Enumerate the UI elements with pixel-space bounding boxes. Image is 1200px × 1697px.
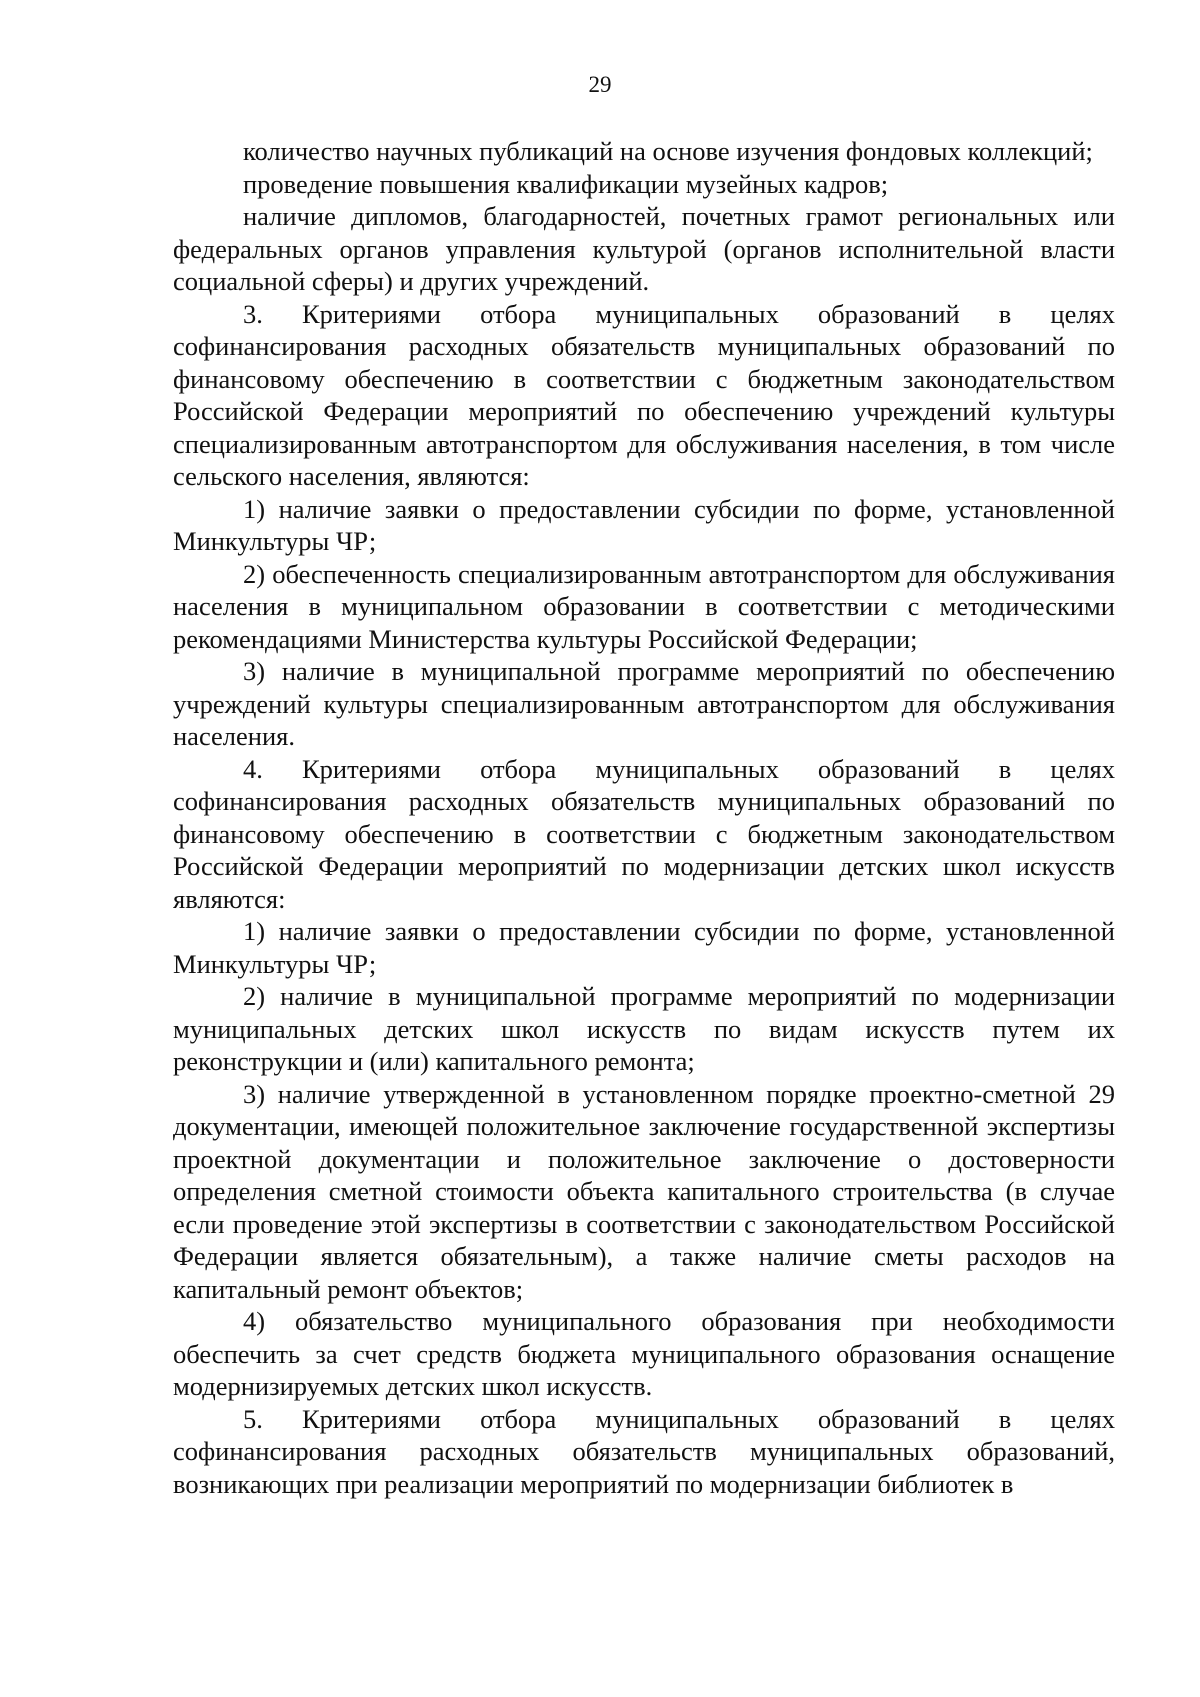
- paragraph-criteria-5: 5. Критериями отбора муниципальных образований в целях софинансирования расходных обязательств муниципальных образований, возникающих при реализации мероприятий по модернизации библиотек в: [173, 1403, 1115, 1499]
- paragraph-criteria-4-item-4: 4) обязательство муниципального образования при необходимости обеспечить за счет средств бюджета муниципального образования оснащение модернизируемых детских школ искусств.: [173, 1306, 1115, 1401]
- paragraph-criteria-3-item-1: 1) наличие заявки о предоставлении субсидии по форме, установленной Минкультуры ЧР;: [173, 493, 1115, 556]
- paragraph-criteria-4-item-2: 2) наличие в муниципальной программе мероприятий по модернизации муниципальных детских школ искусств по видам искусств путем их реконструкции и (или) капитального ремонта;: [173, 981, 1115, 1076]
- paragraph-criteria-3-item-2: 2) обеспеченность специализированным автотранспортом для обслуживания населения в муниципальном образовании в соответствии с методическими рекомендациями Министерства культуры Российской Федерации;: [173, 558, 1115, 654]
- paragraph-criteria-4: 4. Критериями отбора муниципальных образований в целях софинансирования расходных обязательств муниципальных образований по финансовому обеспечению в соответствии с бюджетным законодательством Российской Федерации мероприятий по модернизации детских школ искусств являются:: [173, 753, 1115, 914]
- paragraph-criteria-3: 3. Критериями отбора муниципальных образований в целях софинансирования расходных обязательств муниципальных образований по финансовому обеспечению в соответствии с бюджетным законодательством Российской Федерации мероприятий по обеспечению учреждений культуры специализированным автотранспортом для обслуживания населения, в том числе сельского населения, являются:: [173, 298, 1115, 491]
- page-number: 29: [588, 72, 612, 97]
- paragraph-diplomas: наличие дипломов, благодарностей, почетных грамот региональных или федеральных органов управления культурой (органов исполнительной власти социальной сферы) и других учреждений.: [173, 201, 1115, 296]
- document-body: [173, 135, 1115, 1500]
- paragraph-criteria-4-item-3: 3) наличие утвержденной в установленном порядке проектно-сметной 29 документации, имеющей положительное заключение государственной экспертизы проектной документации и положительное заключение о достоверности определения сметной стоимости объекта капитального строительства (в случае если проведение этой экспертизы в соответствии с законодательством Российской Федерации является обязательным), а также наличие сметы расходов на капитальный ремонт объектов;: [173, 1078, 1115, 1304]
- paragraph-criteria-4-item-1: 1) наличие заявки о предоставлении субсидии по форме, установленной Минкультуры ЧР;: [173, 916, 1115, 979]
- paragraph-publications: количество научных публикаций на основе изучения фондовых коллекций;: [243, 136, 1093, 166]
- paragraph-criteria-3-item-3: 3) наличие в муниципальной программе мероприятий по обеспечению учреждений культуры специализированным автотранспортом для обслуживания населения.: [173, 656, 1115, 751]
- paragraph-qualification: проведение повышения квалификации музейных кадров;: [243, 168, 889, 199]
